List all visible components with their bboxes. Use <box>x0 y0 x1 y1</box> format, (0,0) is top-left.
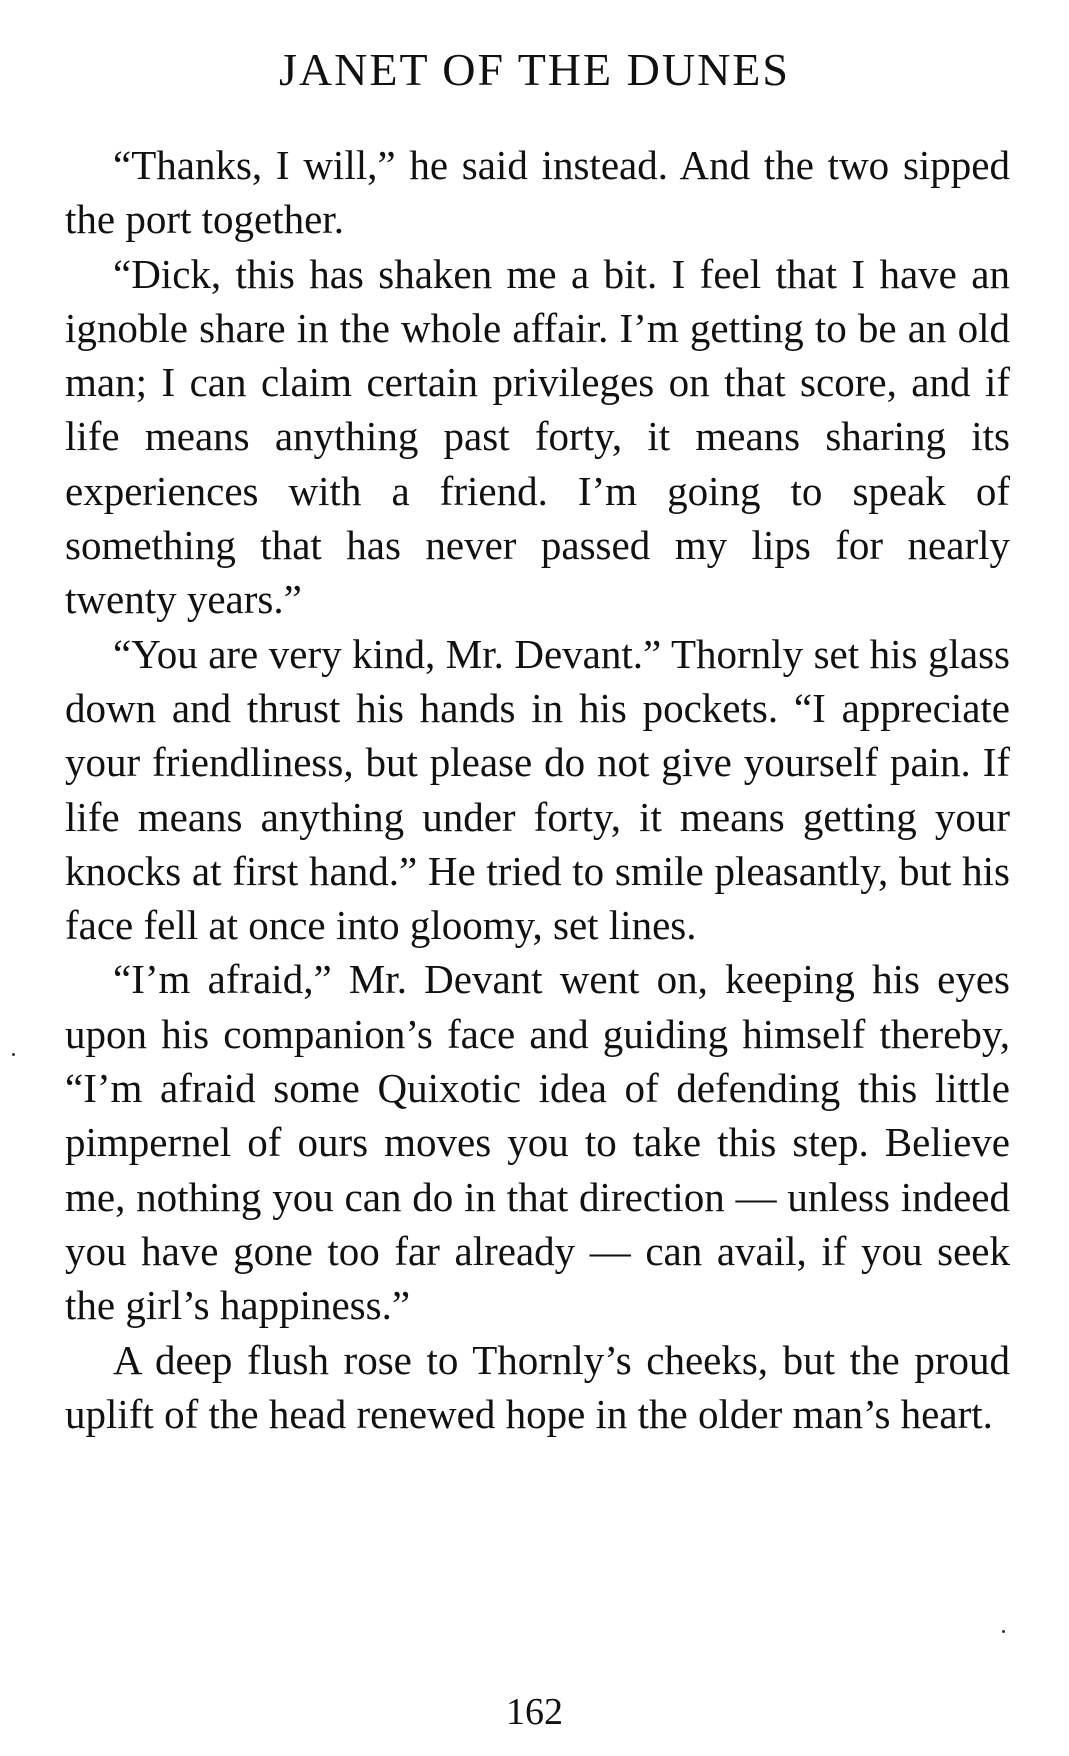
print-speck <box>12 1053 15 1056</box>
paragraph: “I’m afraid,” Mr. Devant went on, keeping his eyes upon his companion’s face and guiding himself thereby, “I’m afraid some Quixotic idea of defending this little pimpernel of ours moves you to take this step. Believe me, nothing you can do in that direction — unless indeed you have gone too far already — can avail, if you seek the girl’s happiness.” <box>65 956 1010 1329</box>
print-speck <box>1002 1630 1005 1633</box>
page-number: 162 <box>506 1691 563 1733</box>
paragraph: “Thanks, I will,” he said instead. And the two sipped the port together. <box>65 142 1010 243</box>
paragraph: “Dick, this has shaken me a bit. I feel that I have an ignoble share in the whole affair. I’m getting to be an old man; I can claim certain privileges on that score, and if life means anything past forty, it means sharing its experiences with a friend. I’m going to speak of something that has never passed my lips for nearly twenty years.” <box>65 250 1010 623</box>
body-text <box>65 138 1010 1441</box>
running-title: JANET OF THE DUNES <box>279 44 790 95</box>
paragraph: A deep flush rose to Thornly’s cheeks, but the proud uplift of the head renewed hope in the older man’s heart. <box>65 1336 1010 1437</box>
paragraph: “You are very kind, Mr. Devant.” Thornly set his glass down and thrust his hands in his pockets. “I appreciate your friendliness, but please do not give yourself pain. If life means anything under forty, it means getting your knocks at first hand.” He tried to smile pleasantly, but his face fell at once into gloomy, set lines. <box>65 630 1010 949</box>
